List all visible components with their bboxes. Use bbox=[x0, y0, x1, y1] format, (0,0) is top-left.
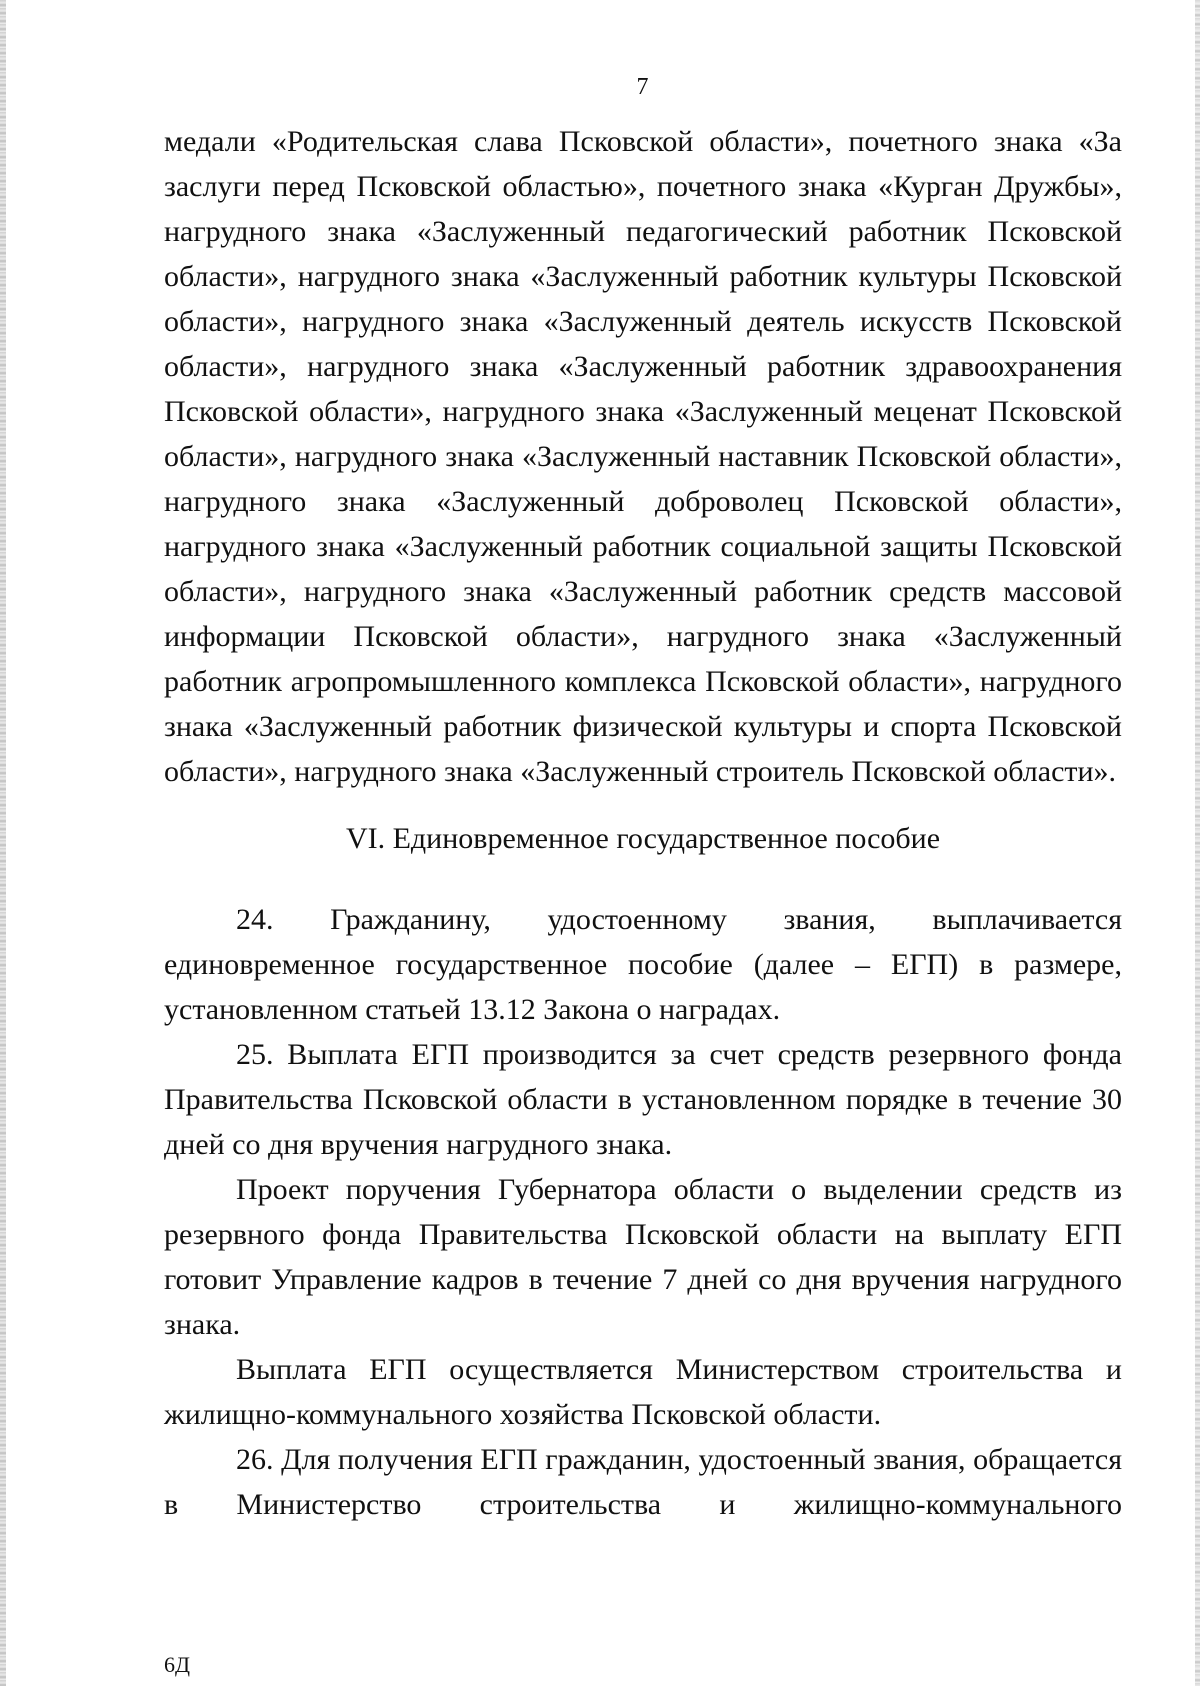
scan-edge-right bbox=[1195, 0, 1200, 1686]
paragraph-governor-order: Проект поручения Губернатора области о выделении средств из резервного фонда Правительства Псковской области на выплату ЕГП готовит Управление кадров в течение 7 дней со дня вручения нагрудного знака. bbox=[164, 1173, 1122, 1341]
paragraph-24: 24. Гражданину, удостоенному звания, выплачивается единовременное государственное пособие (далее – ЕГП) в размере, установленном статьей 13.12 Закона о наградах. bbox=[164, 903, 1122, 1026]
paragraph-26: 26. Для получения ЕГП гражданин, удостоенный звания, обращается в Министерство строительства и жилищно-коммунального bbox=[164, 1443, 1122, 1521]
scan-edge-left bbox=[0, 0, 6, 1686]
paragraph-awards-list: медали «Родительская слава Псковской области», почетного знака «За заслуги перед Псковской областью», почетного знака «Курган Дружбы», нагрудного знака «Заслуженный педагогический работник Псковской области», нагрудного знака «Заслуженный работник культуры Псковской области», нагрудного знака «Заслуженный деятель искусств Псковской области», нагрудного знака «Заслуженный работник здравоохранения Псковской области», нагрудного знака «Заслуженный меценат Псковской области», нагрудного знака «Заслуженный наставник Псковской области», нагрудного знака «Заслуженный доброволец Псковской области», нагрудного знака «Заслуженный работник социальной защиты Псковской области», нагрудного знака «Заслуженный работник средств массовой информации Псковской области», нагрудного знака «Заслуженный работник агропромышленного комплекса Псковской области», нагрудного знака «Заслуженный работник физической культуры и спорта Псковской области», нагрудного знака «Заслуженный строитель Псковской области». bbox=[164, 125, 1122, 788]
footer-mark: 6Д bbox=[164, 1652, 191, 1677]
section-heading: VI. Единовременное государственное пособие bbox=[345, 822, 941, 855]
document-body bbox=[164, 119, 1122, 1527]
paragraph-payment-ministry: Выплата ЕГП осуществляется Министерством строительства и жилищно-коммунального хозяйства Псковской области. bbox=[164, 1353, 1122, 1431]
paragraph-25: 25. Выплата ЕГП производится за счет средств резервного фонда Правительства Псковской области в установленном порядке в течение 30 дней со дня вручения нагрудного знака. bbox=[164, 1038, 1122, 1161]
page-number: 7 bbox=[636, 74, 649, 100]
